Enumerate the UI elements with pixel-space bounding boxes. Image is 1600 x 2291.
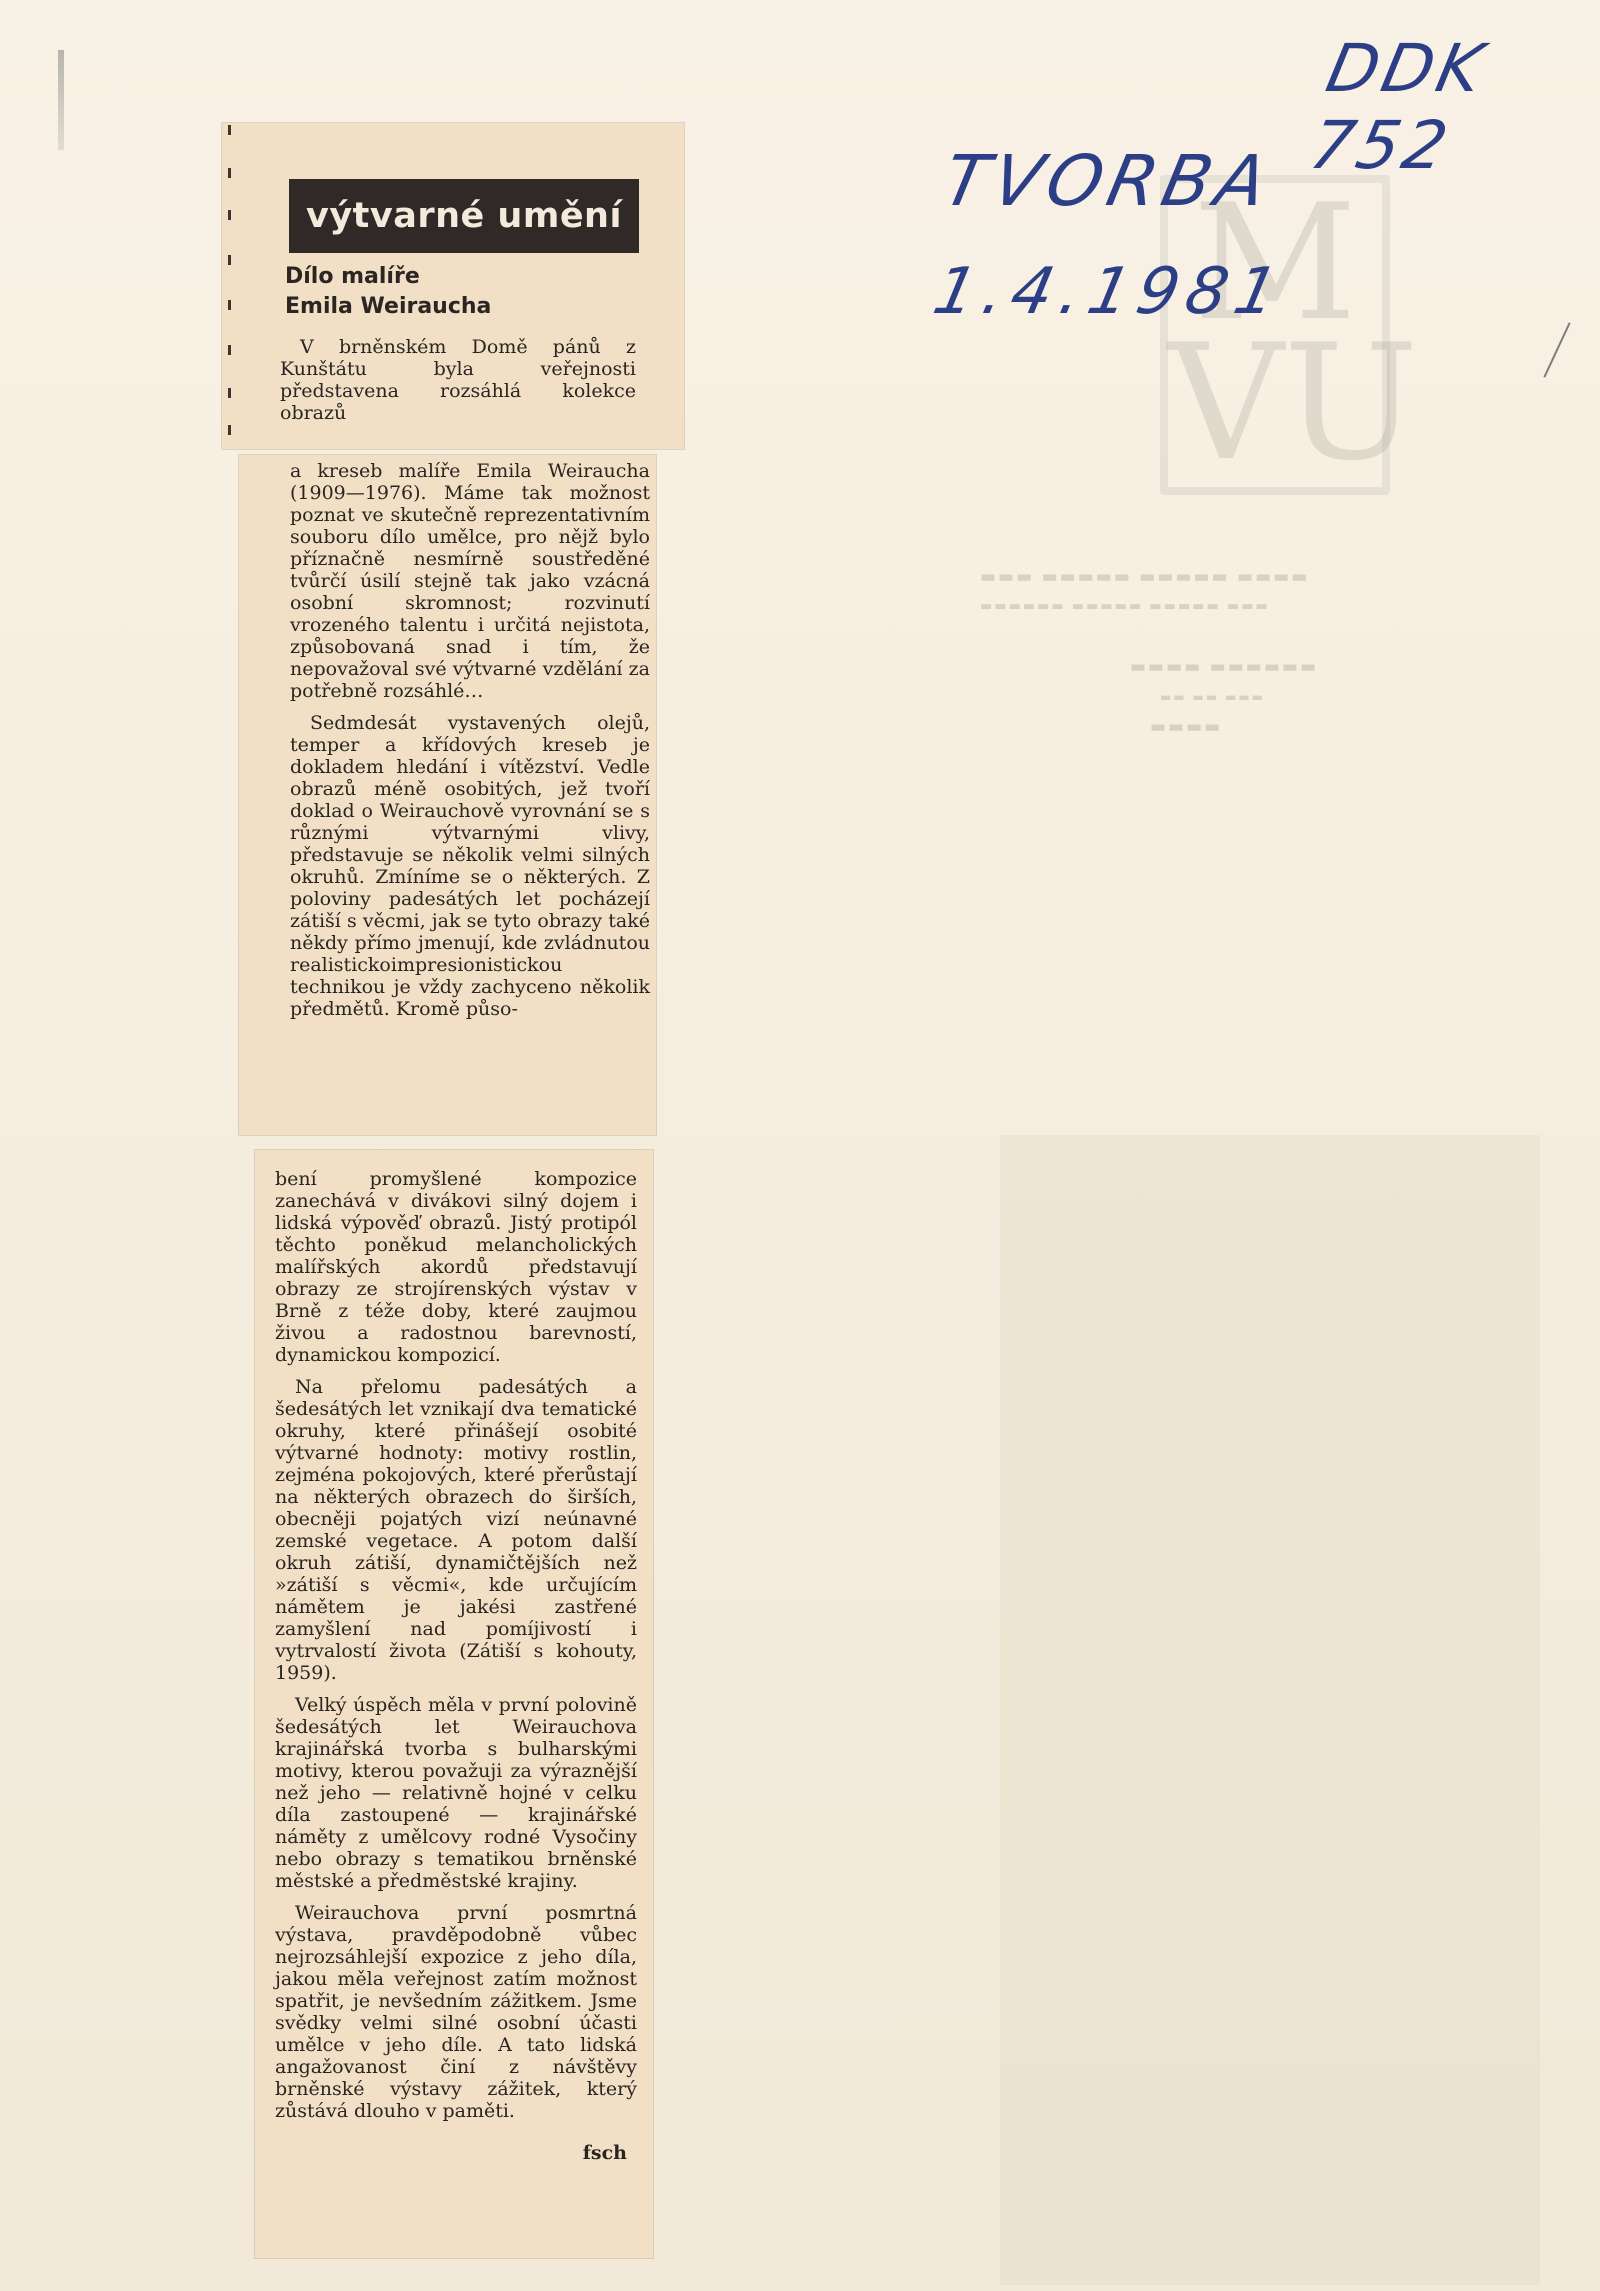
- paragraph: Na přelomu padesátých a šedesátých let vznikají dva tematické okruhy, které přinášejí osobité výtvarné hodnoty: motivy rostlin, zejména pokojových, které přerůstají na některých obrazech do širších, obecněji pojatých vizí neúnavné zemské vegetace. A potom další okruh zátiší, dynamičtějších než »zátiší s věcmi«, kde určujícím námětem je jakési zastřené zamyšlení nad pomíjivostí i vytrvalostí života (Zátiší s kohouty, 1959).: [275, 1376, 637, 1684]
- article-column-middle: [290, 460, 650, 1030]
- author-signature: fsch: [582, 2142, 627, 2164]
- article-headline: [285, 262, 615, 322]
- paragraph: Sedmdesát vystavených olejů, temper a křídových kreseb je dokladem hledání i vítězství. Vedle obrazů méně osobitých, jež tvoří doklad o Weirauchově vyrovnání se s různými výtvarnými vlivy, představuje se několik velmi silných okruhů. Zmíníme se o některých. Z poloviny padesátých let pocházejí zátiší s věcmi, jak se tyto obrazy také někdy přímo jmenují, kde zvládnutou realistickoimpresionistickou technikou je vždy zachyceno několik předmětů. Kromě půso-: [290, 712, 650, 1020]
- section-banner: výtvarné umění: [289, 179, 639, 253]
- lead-paragraph: V brněnském Domě pánů z Kunštátu byla veřejnosti představena rozsáhlá kolekce obrazů: [280, 336, 636, 424]
- headline-line-1: Dílo malíře: [285, 264, 420, 289]
- show-through-block: [1000, 1135, 1540, 2285]
- paragraph: Velký úspěch měla v první polovině šedesátých let Weirauchova krajinářská tvorba s bulharskými motivy, kterou považuji za výraznější než jeho — relativně hojné v celku díla zastoupené — krajinářské náměty z umělcovy rodné Vysočiny nebo obrazy s tematikou brněnské městské a předměstské krajiny.: [275, 1694, 637, 1892]
- paragraph: Weirauchova první posmrtná výstava, pravděpodobně vůbec nejrozsáhlejší expozice z jeho díla, jakou měla veřejnost zatím možnost spatřit, je nevšedním zážitkem. Jsme svědky velmi silné osobní účasti umělce v jeho díle. A tato lidská angažovanost činí z návštěvy brněnské výstavy zážitek, který zůstává dlouho v paměti.: [275, 1902, 637, 2122]
- pencil-mark: [1543, 322, 1570, 377]
- publication-name: TVORBA: [936, 140, 1281, 222]
- cut-marks: [228, 120, 232, 450]
- archive-reference: DDK 752: [1303, 30, 1494, 184]
- paragraph: a kreseb malíře Emila Weiraucha (1909—1976). Máme tak možnost poznat ve skutečně reprezentativním souboru dílo umělce, pro nějž bylo příznačně nesmírně soustředěné tvůrčí úsilí stejně tak jako vzácná osobní skromnost; rozvinutí vrozeného talentu i určitá nejistota, způsobovaná snad i tím, že nepovažoval své výtvarné vzdělání za potřebně rozsáhlé…: [290, 460, 650, 702]
- paragraph: bení promyšlené kompozice zanechává v divákovi silný dojem i lidská výpověď obrazů. Jistý protipól těchto poněkud melancholických malířských akordů představují obrazy ze strojírenských výstav v Brně z téže doby, které zaujmou živou a radostnou barevností, dynamickou kompozicí.: [275, 1168, 637, 1366]
- staple-mark: [58, 50, 64, 150]
- mvu-watermark-logo: M VU: [1160, 175, 1390, 495]
- publication-date: 1.4.1981: [927, 255, 1292, 329]
- show-through-text: ▬▬▬ ▬▬▬▬▬ ▬▬▬▬▬ ▬▬▬▬ ▬▬▬▬▬▬ ▬▬▬▬▬ ▬▬▬▬▬ ▬▬▬ ▬▬▬▬ ▬▬▬▬▬▬ ▬▬ ▬▬ ▬▬▬ ▬▬▬▬: [980, 567, 1319, 737]
- article-lead: [280, 336, 636, 434]
- headline-line-2: Emila Weiraucha: [285, 294, 492, 319]
- article-column-bottom: [275, 1168, 637, 2174]
